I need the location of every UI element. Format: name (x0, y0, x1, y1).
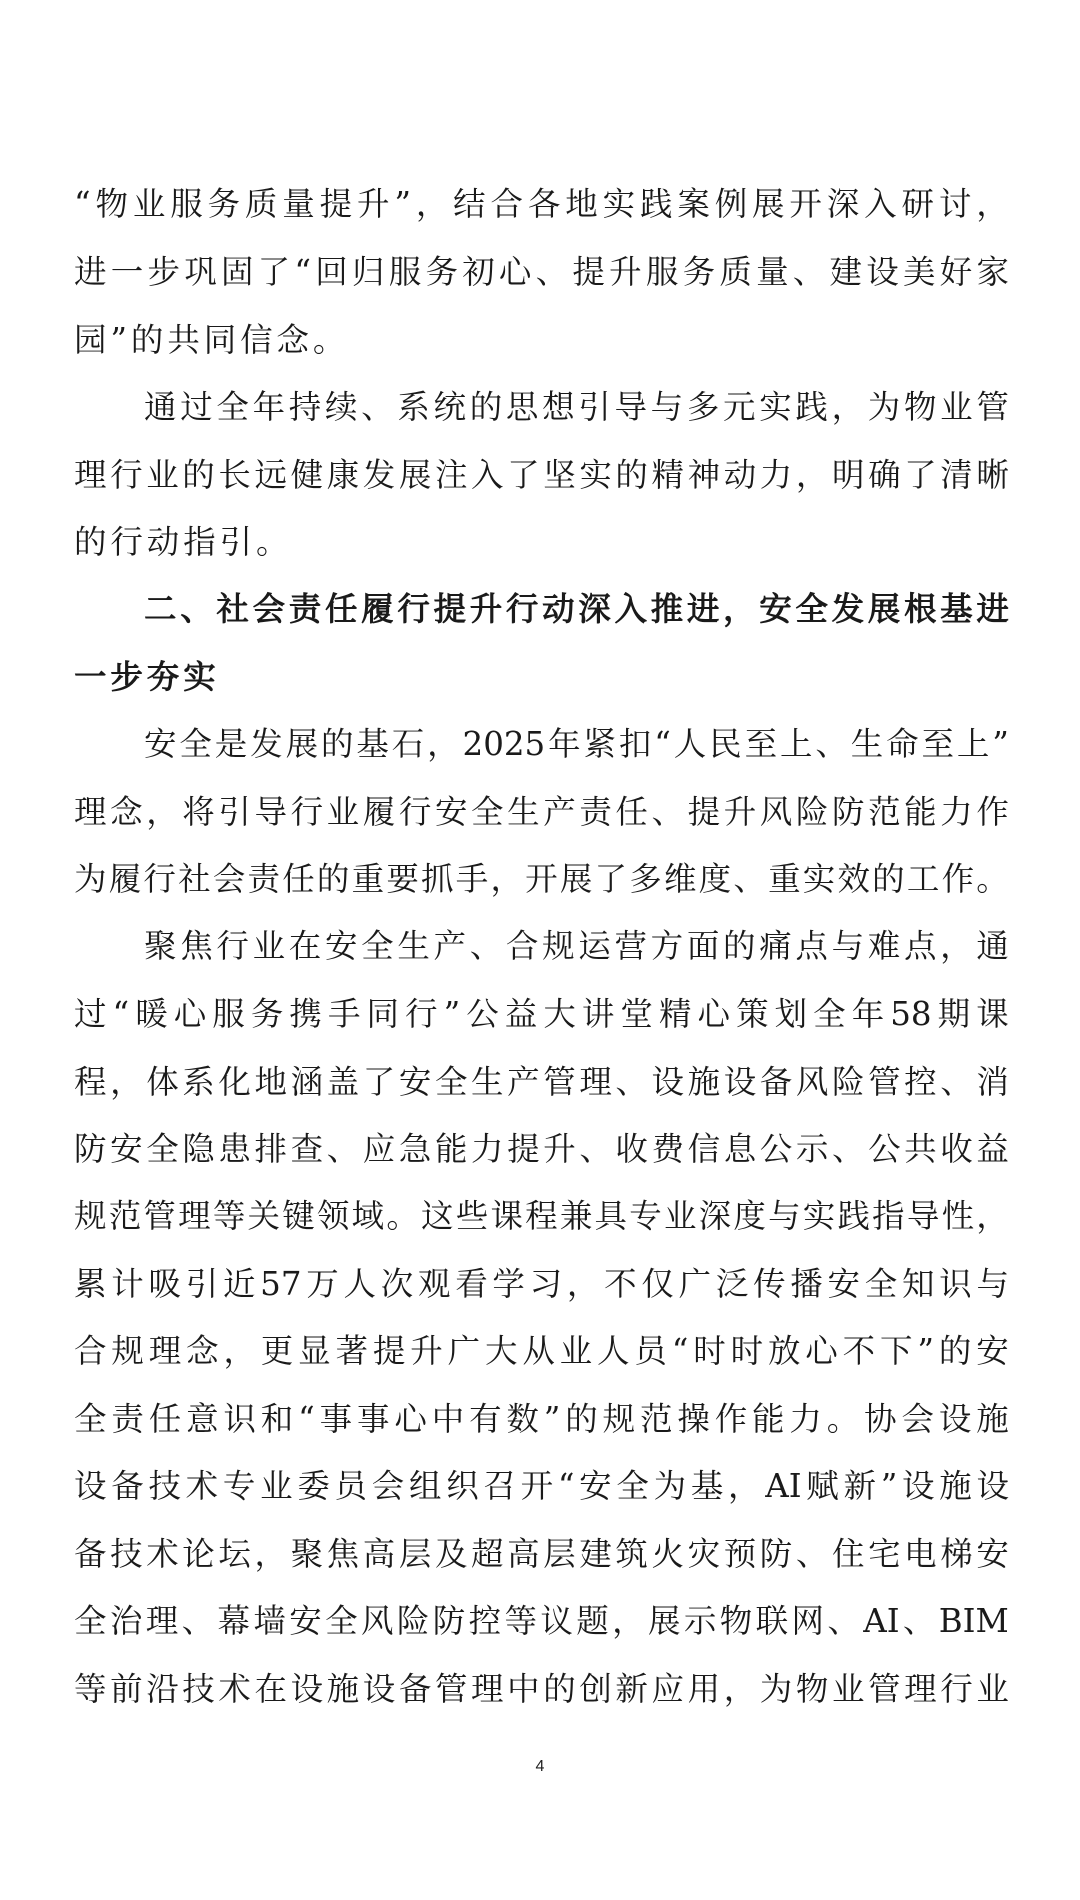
paragraph-line: 安 全 是 发 展 的 基 石 ， 2025 年 紧 扣 “ 人 民 至 上 、 生 命 至 上 ” (144, 725, 1009, 763)
paragraph-line: 聚 焦 行 业 在 安 全 生 产 、 合 规 运 营 方 面 的 痛 点 与 难 点 ， 通 (144, 927, 1009, 965)
paragraph-line: 进 一 步 巩 固 了 “ 回 归 服 务 初 心 、 提 升 服 务 质 量 、 建 设 美 好 家 (74, 253, 1009, 291)
paragraph-line: 通 过 全 年 持 续 、 系 统 的 思 想 引 导 与 多 元 实 践 ， 为 物 业 管 (144, 388, 1009, 426)
paragraph-line: 的行动指引。 (74, 523, 293, 561)
paragraph-line: “ 物 业 服 务 质 量 提 升 ” ， 结 合 各 地 实 践 案 例 展 开 深 入 研 讨 ， (74, 185, 1009, 223)
paragraph-line: 设 备 技 术 专 业 委 员 会 组 织 召 开 “ 安 全 为 基 ， AI 赋 新 ” 设 施 设 (74, 1467, 1009, 1505)
paragraph-line: 程 ， 体 系 化 地 涵 盖 了 安 全 生 产 管 理 、 设 施 设 备 风 险 管 控 、 消 (74, 1063, 1009, 1101)
paragraph-line: 园”的共同信念。 (74, 321, 350, 359)
page-number: 4 (535, 1758, 545, 1775)
paragraph-line: 防 安 全 隐 患 排 查 、 应 急 能 力 提 升 、 收 费 信 息 公 示 、 公 共 收 益 (74, 1130, 1009, 1168)
paragraph-line: 累 计 吸 引 近 57 万 人 次 观 看 学 习 ， 不 仅 广 泛 传 播 安 全 知 识 与 (74, 1265, 1009, 1303)
paragraph-line: 规 范 管 理 等 关 键 领 域 。 这 些 课 程 兼 具 专 业 深 度 与 实 践 指 导 性 ， (74, 1197, 1009, 1235)
paragraph-line: 理 念 ， 将 引 导 行 业 履 行 安 全 生 产 责 任 、 提 升 风 险 防 范 能 力 作 (74, 793, 1009, 831)
paragraph-line: 理 行 业 的 长 远 健 康 发 展 注 入 了 坚 实 的 精 神 动 力 ， 明 确 了 清 晰 (74, 456, 1009, 494)
paragraph-line: 合 规 理 念 ， 更 显 著 提 升 广 大 从 业 人 员 “ 时 时 放 心 不 下 ” 的 安 (74, 1332, 1009, 1370)
paragraph-line: 备 技 术 论 坛 ， 聚 焦 高 层 及 超 高 层 建 筑 火 灾 预 防 、 住 宅 电 梯 安 (74, 1535, 1009, 1573)
paragraph-line: 等 前 沿 技 术 在 设 施 设 备 管 理 中 的 创 新 应 用 ， 为 物 业 管 理 行 业 (74, 1670, 1009, 1708)
paragraph-line: 过 “ 暖 心 服 务 携 手 同 行 ” 公 益 大 讲 堂 精 心 策 划 全 年 58 期 课 (74, 995, 1009, 1033)
section-heading-line: 一步夯实 (74, 658, 220, 696)
section-heading-line: 二 、 社 会 责 任 履 行 提 升 行 动 深 入 推 进 ， 安 全 发 展 根 基 进 (144, 590, 1009, 628)
paragraph-line: 全 责 任 意 识 和 “ 事 事 心 中 有 数 ” 的 规 范 操 作 能 力 。 协 会 设 施 (74, 1400, 1009, 1438)
paragraph-line: 为 履 行 社 会 责 任 的 重 要 抓 手 ， 开 展 了 多 维 度 、 重 实 效 的 工 作 。 (74, 860, 1009, 898)
paragraph-line: 全 治 理 、 幕 墙 安 全 风 险 防 控 等 议 题 ， 展 示 物 联 网 、 AI 、 BIM (74, 1602, 1009, 1640)
